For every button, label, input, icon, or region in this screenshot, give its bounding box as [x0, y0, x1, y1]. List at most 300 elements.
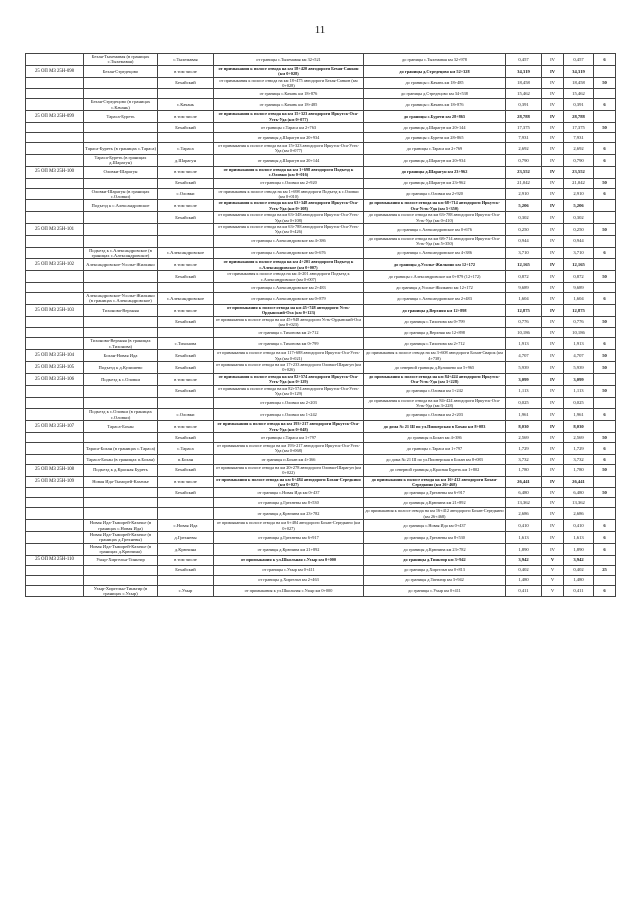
table-row	[26, 247, 616, 259]
road-category-cell: IV	[542, 532, 564, 544]
road-code-cell	[26, 508, 84, 520]
length-km-cell: 3,732	[506, 454, 542, 464]
zone-width-cell	[594, 421, 616, 433]
zone-width-cell: 50	[594, 362, 616, 374]
to-point-cell: до границы д.Крючина км 23+782	[364, 543, 506, 555]
road-category-cell: IV	[542, 397, 564, 409]
to-point-cell: до границы с.Оловки км 1+242	[364, 385, 506, 397]
zone-width-cell	[594, 476, 616, 488]
length-total-cell: 1,480	[564, 575, 594, 585]
road-category-cell: IV	[542, 520, 564, 532]
road-code-cell: 25 ОП МЗ 25Н-098	[26, 65, 84, 77]
zone-width-cell: 50	[594, 223, 616, 235]
district-cell: в том числе	[158, 476, 214, 488]
road-name-cell	[84, 223, 158, 235]
to-point-cell: до границы д.Усолье-Жилкино км 12+172	[364, 283, 506, 293]
table-row	[26, 432, 616, 442]
length-total-cell: 28,788	[564, 111, 594, 123]
district-cell: Бехайский	[158, 385, 214, 397]
from-point-cell: от примыкания к полосе отвода на км 45+948 автодороги Усть-Ордынский-Оса (км 0+023)	[214, 316, 364, 328]
district-cell: с.Тихонова	[158, 338, 214, 350]
to-point-cell: до примыкания к полосе отвода на км 84+424 автодороги Иркутск-Оса-Усть-Уда (км 3+228)	[364, 373, 506, 385]
length-total-cell: 4,707	[564, 350, 594, 362]
road-code-cell	[26, 585, 84, 597]
zone-width-cell: 6	[594, 454, 616, 464]
to-point-cell: до границы с.Тихонова км 2+712	[364, 338, 506, 350]
zone-width-cell: 6	[594, 54, 616, 66]
length-total-cell: 2,686	[564, 508, 594, 520]
table-row	[26, 543, 616, 555]
road-name-cell	[84, 432, 158, 442]
road-code-cell	[26, 212, 84, 224]
road-category-cell: IV	[542, 65, 564, 77]
length-total-cell: 0,250	[564, 223, 594, 235]
zone-width-cell: 50	[594, 77, 616, 89]
to-point-cell: до границы д.Тиньтир км 3+942	[364, 555, 506, 565]
road-category-cell: IV	[542, 508, 564, 520]
to-point-cell: до домa № 21 Ш по ул.Пионерская в Бохан км 8+083	[364, 454, 506, 464]
from-point-cell: от примыкания к полосе отвода на км 45+748 автодороги Усть-Ордынский-Оса (км 0+123)	[214, 304, 364, 316]
table-row	[26, 54, 616, 66]
road-category-cell: IV	[542, 442, 564, 454]
to-point-cell: до границы д.Тиньтир км 3+942	[364, 575, 506, 585]
length-km-cell: 3,710	[506, 247, 542, 259]
table-row	[26, 223, 616, 235]
zone-width-cell: 6	[594, 520, 616, 532]
road-category-cell: IV	[542, 143, 564, 155]
length-total-cell: 3,942	[564, 555, 594, 565]
district-cell: в том числе	[158, 421, 214, 433]
table-row	[26, 178, 616, 188]
district-cell: Бехайский	[158, 350, 214, 362]
road-code-cell	[26, 283, 84, 293]
from-point-cell: от границы с.Александровское км 4+386	[214, 235, 364, 247]
length-km-cell: 6,480	[506, 488, 542, 498]
length-total-cell: 2,910	[564, 188, 594, 200]
length-total-cell: 1,913	[564, 338, 594, 350]
road-code-cell	[26, 188, 84, 200]
length-km-cell: 1,729	[506, 442, 542, 454]
roads-table	[25, 53, 616, 597]
district-cell	[158, 283, 214, 293]
length-km-cell: 1,113	[506, 385, 542, 397]
length-total-cell: 13,362	[564, 498, 594, 508]
table-row	[26, 154, 616, 166]
from-point-cell: от границы с.Тараса км 2+763	[214, 123, 364, 133]
road-name-cell	[84, 385, 158, 397]
road-name-cell: Подъезд к с.Александровское	[84, 200, 158, 212]
to-point-cell: до примыкания к полосе отвода на км 16+412 автодороги Бохан-Середкино (км 26+468)	[364, 476, 506, 488]
length-km-cell: 7,931	[506, 133, 542, 143]
road-code-cell: 25 ОП МЗ 25Н-110	[26, 555, 84, 565]
road-category-cell: V	[542, 565, 564, 575]
length-total-cell: 12,875	[564, 304, 594, 316]
road-code-cell	[26, 247, 84, 259]
road-code-cell: 25 ОП МЗ 25Н-108	[26, 464, 84, 476]
road-category-cell: IV	[542, 373, 564, 385]
district-cell	[158, 508, 214, 520]
to-point-cell: до границы с.Качань км 18+876	[364, 99, 506, 111]
district-cell: в том числе	[158, 65, 214, 77]
length-km-cell: 0,410	[506, 520, 542, 532]
road-category-cell: IV	[542, 54, 564, 66]
road-name-cell	[84, 498, 158, 508]
length-total-cell: 0,411	[564, 585, 594, 597]
table-row	[26, 99, 616, 111]
from-point-cell: от границы с.Новая Ида км 0+437	[214, 488, 364, 498]
zone-width-cell	[594, 498, 616, 508]
to-point-cell: до границы д.Хиргельн км 0+813	[364, 565, 506, 575]
table-row	[26, 65, 616, 77]
road-code-cell	[26, 316, 84, 328]
road-name-cell: Александровское-Усолье-Жилкино (в границах с.Александровское)	[84, 293, 158, 305]
road-code-cell	[26, 543, 84, 555]
road-code-cell	[26, 532, 84, 544]
to-point-cell: до примыкания к полосе отвода на км 16+412 автодороги Бохан-Середкино (км 26+468)	[365, 508, 504, 519]
to-point-cell: до границы с.Ухыр км 0+411	[364, 585, 506, 597]
length-total-cell: 1,613	[564, 532, 594, 544]
to-point-cell: до домa № 21 Ш по ул.Пионерская в Бохан км 8+083	[364, 421, 506, 433]
road-code-cell	[26, 397, 84, 409]
to-point-cell: до границы д.Стредецово км 52+328	[364, 65, 506, 77]
zone-width-cell: 50	[594, 271, 616, 283]
zone-width-cell: 6	[594, 188, 616, 200]
road-category-cell: IV	[542, 338, 564, 350]
length-total-cell: 0,025	[564, 397, 594, 409]
table-row	[26, 532, 616, 544]
length-total-cell: 2,692	[564, 143, 594, 155]
length-km-cell: 0,411	[506, 585, 542, 597]
district-cell: с.Ухыр	[158, 585, 214, 597]
table-row	[26, 77, 616, 89]
to-point-cell: до границы с.Александровское км 2+483	[364, 293, 506, 305]
road-category-cell: IV	[542, 293, 564, 305]
district-cell	[158, 235, 214, 247]
zone-width-cell	[594, 133, 616, 143]
district-cell: Бехайский	[158, 565, 214, 575]
road-code-cell: 25 ОП МЗ 25Н-105	[26, 362, 84, 374]
to-point-cell: до северной границы д.Кулишево км 5+965	[364, 362, 506, 374]
road-code-cell	[26, 575, 84, 585]
road-category-cell: IV	[542, 476, 564, 488]
from-point-cell: от примыкания к полосе отвода на км 20+278 автодороги Оловки-Шарагун (км 0+022)	[214, 464, 364, 476]
road-name-cell: Бехая-Стредецово	[84, 65, 158, 77]
to-point-cell: до границы с.Оловки км 2+203	[364, 409, 506, 421]
table-row	[26, 498, 616, 508]
road-name-cell	[84, 178, 158, 188]
zone-width-cell	[594, 259, 616, 271]
length-km-cell: 8,030	[506, 421, 542, 433]
road-code-cell: 25 ОП МЗ 25Н-106	[26, 373, 84, 385]
road-code-cell	[26, 235, 84, 247]
road-code-cell	[26, 409, 84, 421]
from-point-cell: от примыкания к полосе отвода на км 1+698 автодороги Подъезд к с.Оловки (км 0+016)	[214, 166, 364, 178]
from-point-cell: от границы д.Шарагун км 20+144	[214, 154, 364, 166]
road-name-cell	[84, 123, 158, 133]
from-point-cell: от границы с.Качань км 18+485	[214, 99, 364, 111]
road-name-cell	[84, 575, 158, 585]
length-total-cell: 0,790	[564, 154, 594, 166]
from-point-cell: от примыкания к полосе отвода на км 117+688 автодороги Иркутск-Оса-Усть-Уда (км 0+021)	[214, 350, 364, 362]
to-point-cell: до границы с.Тараса км 1+797	[364, 442, 506, 454]
road-name-cell: Оловки-Шарагун (в границах с.Оловки)	[84, 188, 158, 200]
from-point-cell: от границы с.Оловки км 1+242	[214, 409, 364, 421]
road-code-cell	[26, 293, 84, 305]
table-row	[26, 212, 616, 224]
to-point-cell: до примыкания к полосе отвода на км 3+608 автодороги Бохан-Сварок (км 4+738)	[364, 350, 506, 362]
zone-width-cell	[594, 508, 616, 520]
length-km-cell: 1,961	[506, 409, 542, 421]
to-point-cell: до примыкания к полосе отвода на км 68+714 автодороги Иркутск-Оса-Усть-Уда (км 5+350)	[364, 235, 506, 247]
road-category-cell: IV	[542, 498, 564, 508]
length-km-cell: 21,042	[506, 178, 542, 188]
road-code-cell	[26, 565, 84, 575]
from-point-cell: от границы с.Оловки км 2+203	[214, 397, 364, 409]
road-category-cell: IV	[542, 235, 564, 247]
road-code-cell: 25 ОП МЗ 25Н-100	[26, 166, 84, 178]
district-cell: д.Грехневы	[158, 532, 214, 544]
zone-width-cell: 6	[594, 293, 616, 305]
district-cell: в том числе	[158, 304, 214, 316]
from-point-cell: от примыкания к полосе отвода на км 6+484 автодороги Бохан-Середкино (км 0+027)	[214, 520, 364, 532]
road-category-cell: IV	[542, 111, 564, 123]
from-point-cell: от примыкания к полосе отвода на км 4+201 автодороги Подъезд к с.Александровское (км 0+007)	[214, 271, 364, 283]
road-name-cell: Тихонова-Верхняя (в границах с.Тихонова)	[84, 338, 158, 350]
road-name-cell	[84, 316, 158, 328]
to-point-cell: до границы д.Усолье-Жилкино км 12+172	[364, 259, 506, 271]
length-total-cell: 1,780	[564, 464, 594, 476]
length-total-cell: 5,939	[564, 362, 594, 374]
table-row	[26, 385, 616, 397]
district-cell: с.Тыхемавая	[158, 54, 214, 66]
road-name-cell	[84, 397, 158, 409]
district-cell	[158, 397, 214, 409]
road-category-cell: IV	[542, 362, 564, 374]
road-name-cell	[84, 508, 158, 520]
road-name-cell: Подъезд к д.Красная Бурeть	[84, 464, 158, 476]
from-point-cell: от примыкания к полосе отвода на км 6+484 автодороги Бохан-Середкино (км 0+027)	[214, 476, 364, 488]
to-point-cell: до границы д.Шарагун км 20+934	[364, 154, 506, 166]
district-cell: Бехайский	[158, 178, 214, 188]
length-km-cell: 17,375	[506, 123, 542, 133]
length-km-cell: 1,613	[506, 532, 542, 544]
length-km-cell: 0,457	[506, 54, 542, 66]
length-total-cell: 1,113	[564, 385, 594, 397]
district-cell: д.Шарагун	[158, 154, 214, 166]
from-point-cell: от примыкания к полосе отвода на км 193+217 автодороги Иркутск-Оса-Усть-Уда (км 0+068)	[214, 442, 364, 454]
length-km-cell: 15,462	[506, 89, 542, 99]
to-point-cell: до границы д.Грехневы км 8+530	[364, 532, 506, 544]
to-point-cell: до примыкания к полосе отвода на км 68+714 автодороги Иркутск-Оса-Усть-Уда (км 5+350)	[364, 200, 506, 212]
table-row	[26, 421, 616, 433]
road-code-cell	[26, 338, 84, 350]
district-cell: в том числе	[158, 200, 214, 212]
district-cell: Бехайский	[158, 316, 214, 328]
length-total-cell: 0,872	[564, 271, 594, 283]
road-category-cell: IV	[542, 212, 564, 224]
road-name-cell: Ухыр-Хиргельн-Тиньтир (в границах с.Ухыр)	[84, 585, 158, 597]
road-category-cell: IV	[542, 543, 564, 555]
road-name-cell: Тараса-Буреть (в границах д.Шарагун)	[84, 154, 158, 166]
zone-width-cell: 6	[594, 154, 616, 166]
to-point-cell: до границы д.Шарагун км 20+144	[364, 123, 506, 133]
from-point-cell: от границы п.Бохан км 4+366	[214, 454, 364, 464]
length-total-cell: 3,710	[564, 247, 594, 259]
road-category-cell: V	[542, 575, 564, 585]
length-km-cell: 18,458	[506, 77, 542, 89]
zone-width-cell: 6	[594, 585, 616, 597]
road-name-cell: Подъезд к с.Оловки (в границах с.Оловки)	[84, 409, 158, 421]
district-cell: Бехайский	[158, 271, 214, 283]
road-code-cell	[26, 271, 84, 283]
zone-width-cell: 6	[594, 543, 616, 555]
road-code-cell	[26, 77, 84, 89]
length-km-cell: 28,788	[506, 111, 542, 123]
road-name-cell: Александровское-Усолье-Жилкино	[84, 259, 158, 271]
district-cell: Бехайский	[158, 464, 214, 476]
road-code-cell: 25 ОП МЗ 25Н-099	[26, 111, 84, 123]
district-cell: с.Александровское	[158, 247, 214, 259]
length-km-cell: 2,569	[506, 432, 542, 442]
road-category-cell: IV	[542, 223, 564, 235]
road-category-cell: IV	[542, 77, 564, 89]
length-total-cell: 34,319	[564, 65, 594, 77]
from-point-cell: от примыкания к полосе отвода на км 15+323 автодороги Иркутск-Оса-Усть-Уда (км 0+077)	[214, 143, 364, 155]
road-code-cell	[26, 54, 84, 66]
road-name-cell: Ухыр-Хиргельн-Тиньтир	[84, 555, 158, 565]
length-km-cell: 0,872	[506, 271, 542, 283]
road-code-cell: 25 ОП МЗ 25Н-101	[26, 223, 84, 235]
zone-width-cell: 50	[594, 123, 616, 133]
to-point-cell: до примыкания к полосе отвода на км 63+788 автодороги Иркутск-Оса-Усть-Уда (км 0+410)	[364, 212, 506, 224]
to-point-cell: до границы с.Бурети км 28+865	[364, 133, 506, 143]
zone-width-cell: 50	[594, 488, 616, 498]
road-name-cell	[84, 77, 158, 89]
zone-width-cell	[594, 575, 616, 585]
to-point-cell: до границы с.Бурети км 28+865	[364, 111, 506, 123]
district-cell: с.Качань	[158, 99, 214, 111]
from-point-cell: от границы с.Александровское км 2+483	[214, 283, 364, 293]
table-row	[26, 397, 616, 409]
district-cell: Бехайский	[158, 77, 214, 89]
from-point-cell: от границы с.Ухыр км 0+411	[214, 565, 364, 575]
from-point-cell: от границы с.Тыхемавая км 32+521	[214, 54, 364, 66]
zone-width-cell	[594, 65, 616, 77]
from-point-cell: от границы д.Крючина км 23+782	[214, 508, 364, 520]
road-code-cell	[26, 432, 84, 442]
from-point-cell: от границы с.Оловки км 2+920	[214, 178, 364, 188]
table-row	[26, 488, 616, 498]
page-number: 11	[314, 24, 326, 36]
road-code-cell	[26, 200, 84, 212]
zone-width-cell	[594, 111, 616, 123]
road-category-cell: IV	[542, 409, 564, 421]
to-point-cell: до границы д.Верхняя км 12+898	[364, 328, 506, 338]
district-cell: в том числе	[158, 166, 214, 178]
to-point-cell: до границы с.Александровское км 0+879 (12+172)	[364, 271, 506, 283]
from-point-cell: от примыкания к полосе отвода на км 63+348 автодороги Иркутск-Оса-Усть-Уда (км 0+108)	[214, 200, 364, 212]
road-name-cell: Бехая-Тыхемавая (в границах с.Тыхемавая)	[84, 54, 158, 66]
road-code-cell	[26, 488, 84, 498]
length-km-cell: 26,441	[506, 476, 542, 488]
length-km-cell: 3,099	[506, 373, 542, 385]
table-row	[26, 520, 616, 532]
zone-width-cell: 50	[594, 350, 616, 362]
table-row	[26, 338, 616, 350]
from-point-cell: от примыкания к ул.Школьная с.Ухыр км 0+000	[214, 585, 364, 597]
length-km-cell: 9,689	[506, 283, 542, 293]
to-point-cell: до границы с.Качань км 18+485	[364, 77, 506, 89]
district-cell	[158, 133, 214, 143]
from-point-cell: от примыкания к полосе отвода на км 82+574 автодороги Иркутск-Оса-Усть-Уда (км 0+129)	[214, 385, 364, 397]
zone-width-cell	[594, 283, 616, 293]
length-km-cell: 12,165	[506, 259, 542, 271]
zone-width-cell: 6	[594, 99, 616, 111]
length-km-cell: 0,402	[506, 565, 542, 575]
road-category-cell: IV	[542, 385, 564, 397]
length-total-cell: 0,410	[564, 520, 594, 532]
district-cell: Бехайский	[158, 212, 214, 224]
zone-width-cell: 50	[594, 316, 616, 328]
from-point-cell: от границы с.Тараса км 1+797	[214, 432, 364, 442]
to-point-cell: до границы с.Оловки км 2+920	[364, 188, 506, 200]
to-point-cell: до границы с.Тараса км 2+769	[364, 143, 506, 155]
road-category-cell: IV	[542, 316, 564, 328]
road-name-cell: Тараса-Буреть (в границах с.Тараса)	[84, 143, 158, 155]
length-total-cell: 15,462	[564, 89, 594, 99]
road-code-cell: 25 ОП МЗ 25Н-109	[26, 476, 84, 488]
table-row	[26, 293, 616, 305]
district-cell	[158, 89, 214, 99]
table-row	[26, 283, 616, 293]
zone-width-cell: 25	[594, 565, 616, 575]
road-code-cell	[26, 123, 84, 133]
table-row	[26, 123, 616, 133]
length-total-cell: 1,961	[564, 409, 594, 421]
to-point-cell: до границы д.Крючина км 21+892	[364, 498, 506, 508]
table-row	[26, 565, 616, 575]
road-name-cell: Бехая-Стредецово (в границах с.Качань)	[84, 99, 158, 111]
table-row	[26, 133, 616, 143]
road-category-cell: IV	[542, 188, 564, 200]
to-point-cell: до границы п.Бохан км 4+386	[364, 432, 506, 442]
district-cell: с.Новая Ида	[158, 520, 214, 532]
length-km-cell: 34,319	[506, 65, 542, 77]
length-km-cell: 4,707	[506, 350, 542, 362]
table-body	[26, 54, 616, 597]
length-km-cell: 12,875	[506, 304, 542, 316]
length-km-cell: 1,890	[506, 543, 542, 555]
road-category-cell: IV	[542, 328, 564, 338]
table-row	[26, 575, 616, 585]
district-cell	[158, 575, 214, 585]
road-name-cell: Новая Ида-Тыморей-Казачье (в границах с.Новая Ида)	[84, 520, 158, 532]
district-cell: Бехайский	[158, 123, 214, 133]
length-total-cell: 1,729	[564, 442, 594, 454]
zone-width-cell: 50	[594, 464, 616, 476]
table-row	[26, 259, 616, 271]
road-category-cell: IV	[542, 133, 564, 143]
road-name-cell: Оловки-Шарагун	[84, 166, 158, 178]
road-code-cell	[26, 143, 84, 155]
length-total-cell: 0,944	[564, 235, 594, 247]
from-point-cell: от примыкания к полосе отвода на км 63+348 автодороги Иркутск-Оса-Усть-Уда (км 0+108)	[214, 212, 364, 224]
from-point-cell: от примыкания к полосе отвода на км 82+574 автодороги Иркутск-Оса-Усть-Уда (км 0+129)	[214, 373, 364, 385]
length-total-cell: 0,457	[564, 54, 594, 66]
district-cell: п.Бохан	[158, 454, 214, 464]
length-km-cell: 1,604	[506, 293, 542, 305]
table-row	[26, 316, 616, 328]
